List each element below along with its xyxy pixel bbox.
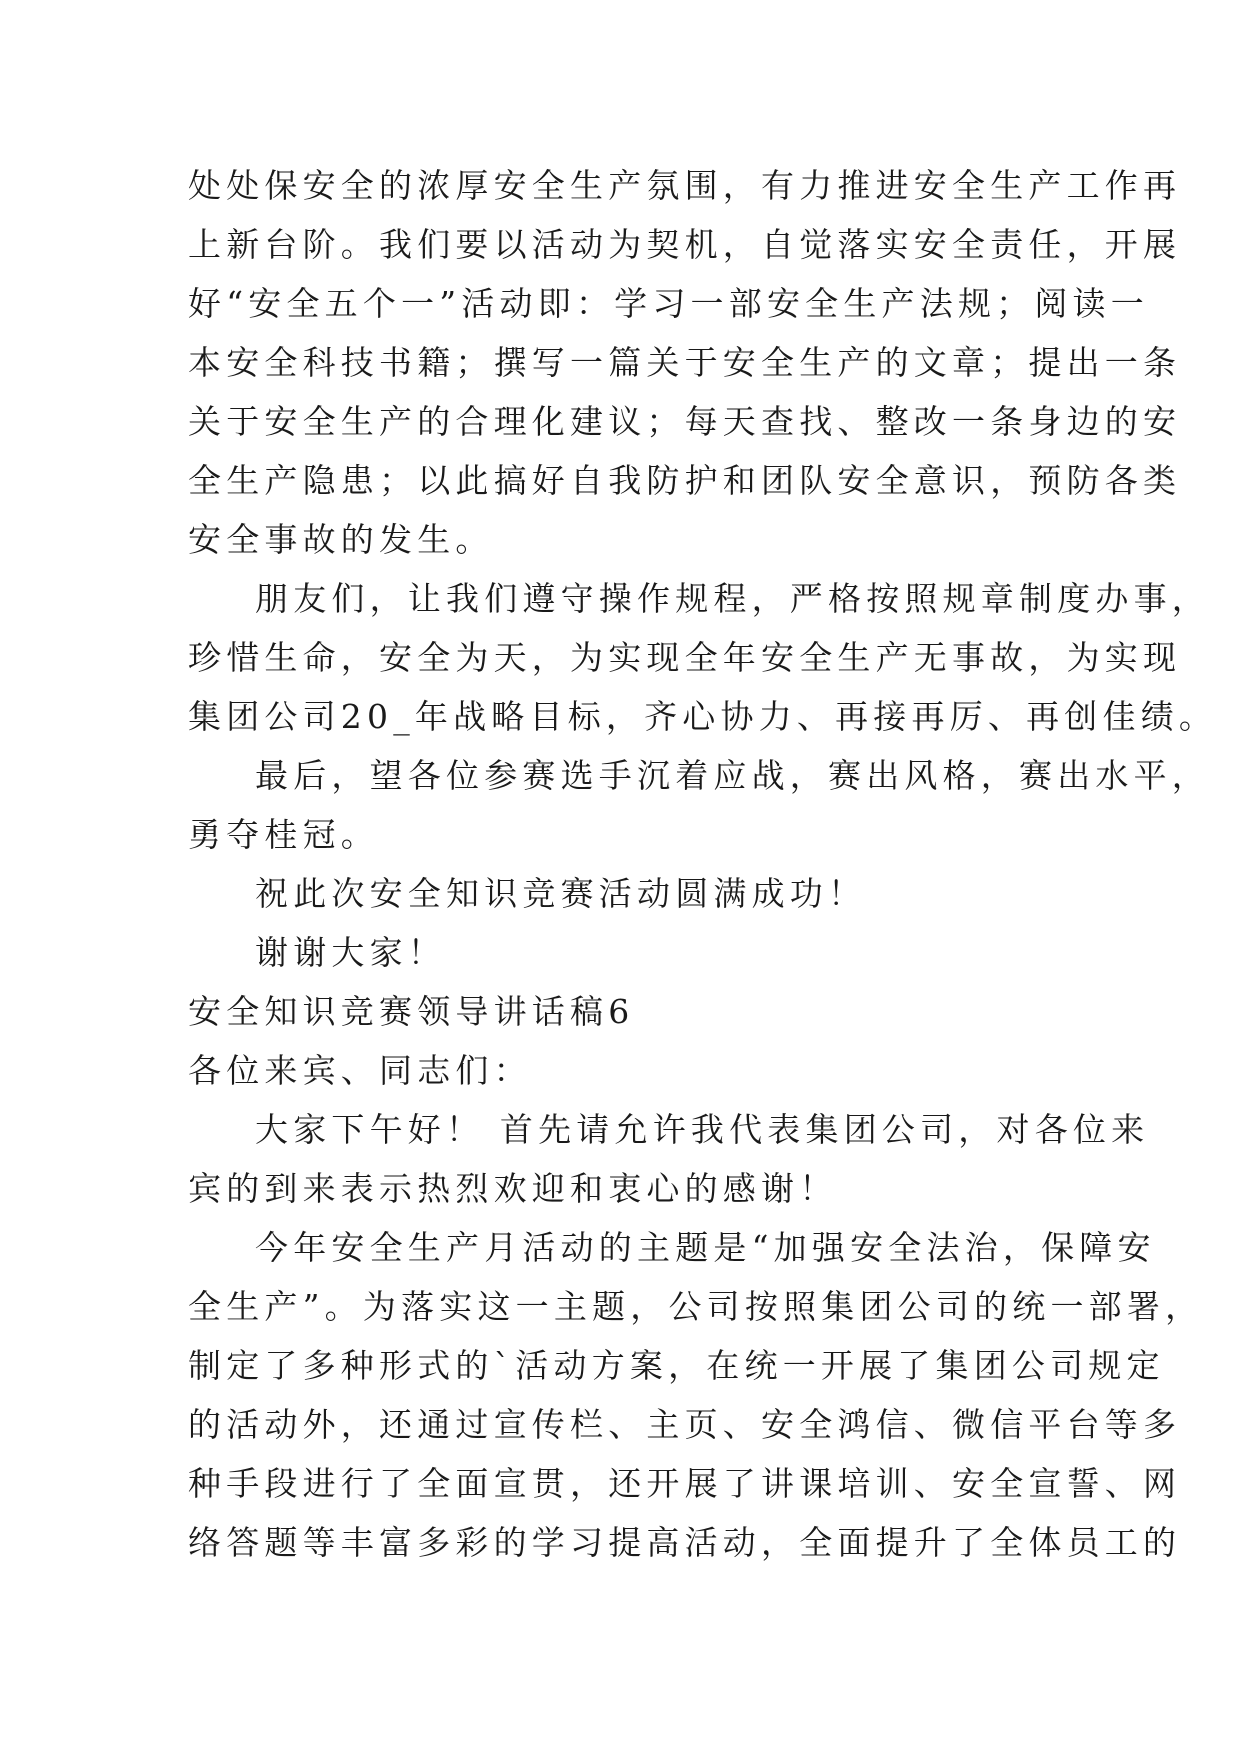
text-line: 安全知识竞赛领导讲话稿6 xyxy=(188,992,635,1031)
text-line: 本安全科技书籍；撰写一篇关于安全生产的文章；提出一条 xyxy=(188,343,1182,382)
text-line: 安全事故的发生。 xyxy=(188,520,494,559)
text-line: 制定了多种形式的`活动方案，在统一开展了集团公司规定 xyxy=(188,1346,1165,1385)
text-line: 谢谢大家！ xyxy=(255,933,446,972)
document-body xyxy=(188,156,1218,1572)
text-line: 种手段进行了全面宣贯，还开展了讲课培训、安全宣誓、网 xyxy=(188,1464,1182,1503)
text-line: 朋友们，让我们遵守操作规程，严格按照规章制度办事， xyxy=(255,579,1210,618)
text-line: 宾的到来表示热烈欢迎和衷心的感谢！ xyxy=(188,1169,838,1208)
text-line: 集团公司20_年战略目标，齐心协力、再接再厉、再创佳绩。 xyxy=(188,697,1218,736)
text-line: 好“安全五个一”活动即：学习一部安全生产法规；阅读一 xyxy=(188,284,1149,323)
text-line: 处处保安全的浓厚安全生产氛围，有力推进安全生产工作再 xyxy=(188,166,1182,205)
text-line: 上新台阶。我们要以活动为契机，自觉落实安全责任，开展 xyxy=(188,225,1182,264)
text-line: 今年安全生产月活动的主题是“加强安全法治，保障安 xyxy=(255,1228,1156,1267)
text-line: 全生产”。为落实这一主题，公司按照集团公司的统一部署， xyxy=(188,1287,1204,1326)
text-line: 全生产隐患；以此搞好自我防护和团队安全意识，预防各类 xyxy=(188,461,1182,500)
text-line: 大家下午好！ 首先请允许我代表集团公司，对各位来 xyxy=(255,1110,1150,1149)
text-line: 祝此次安全知识竞赛活动圆满成功！ xyxy=(255,874,867,913)
text-line: 最后，望各位参赛选手沉着应战，赛出风格，赛出水平， xyxy=(255,756,1210,795)
text-line: 珍惜生命，安全为天，为实现全年安全生产无事故，为实现 xyxy=(188,638,1182,677)
text-line: 络答题等丰富多彩的学习提高活动，全面提升了全体员工的 xyxy=(188,1523,1182,1562)
text-line: 关于安全生产的合理化建议；每天查找、整改一条身边的安 xyxy=(188,402,1182,441)
text-line: 各位来宾、同志们： xyxy=(188,1051,532,1090)
text-line: 勇夺桂冠。 xyxy=(188,815,379,854)
text-line: 的活动外，还通过宣传栏、主页、安全鸿信、微信平台等多 xyxy=(188,1405,1182,1444)
